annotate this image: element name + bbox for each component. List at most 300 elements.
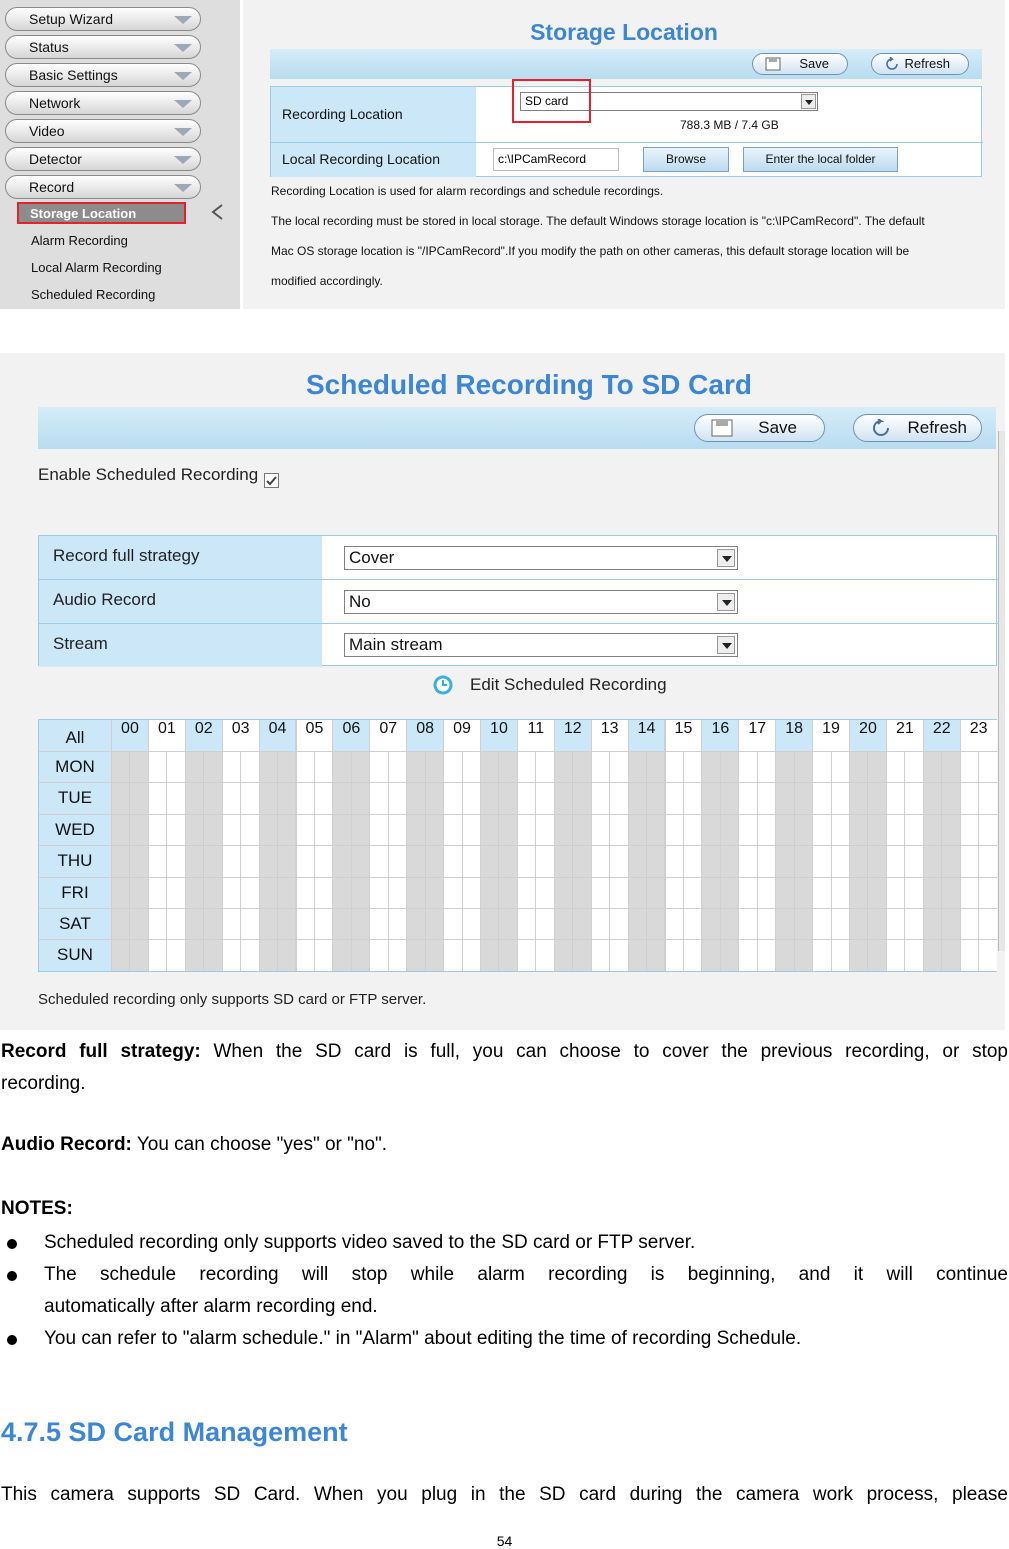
hour-header[interactable]: 18: [776, 720, 812, 751]
schedule-cell[interactable]: [647, 878, 664, 908]
schedule-cell[interactable]: [186, 940, 203, 970]
schedule-cell[interactable]: [868, 783, 885, 813]
schedule-cell[interactable]: [370, 815, 387, 845]
save-button[interactable]: [752, 53, 848, 75]
schedule-cell[interactable]: [241, 909, 258, 939]
schedule-cell[interactable]: [186, 846, 203, 876]
schedule-cell[interactable]: [795, 783, 812, 813]
hour-header[interactable]: 19: [813, 720, 849, 751]
schedule-cell[interactable]: [666, 878, 683, 908]
schedule-cell[interactable]: [149, 909, 166, 939]
schedule-cell[interactable]: [905, 940, 922, 970]
schedule-cell[interactable]: [223, 940, 240, 970]
schedule-cell[interactable]: [961, 878, 978, 908]
schedule-cell[interactable]: [850, 878, 867, 908]
schedule-cell[interactable]: [666, 846, 683, 876]
schedule-cell[interactable]: [776, 878, 793, 908]
schedule-cell[interactable]: [278, 815, 295, 845]
schedule-cell[interactable]: [315, 878, 332, 908]
schedule-cell[interactable]: [924, 783, 941, 813]
schedule-cell[interactable]: [536, 752, 553, 782]
nav-detector[interactable]: [5, 147, 201, 171]
schedule-cell[interactable]: [961, 846, 978, 876]
schedule-cell[interactable]: [905, 878, 922, 908]
schedule-cell[interactable]: [112, 846, 129, 876]
schedule-cell[interactable]: [629, 909, 646, 939]
schedule-cell[interactable]: [629, 878, 646, 908]
nav-network[interactable]: [5, 91, 201, 115]
schedule-cell[interactable]: [666, 815, 683, 845]
schedule-cell[interactable]: [555, 815, 572, 845]
schedule-cell[interactable]: [536, 815, 553, 845]
schedule-grid[interactable]: [38, 719, 997, 972]
schedule-cell[interactable]: [721, 815, 738, 845]
submenu-storage-location[interactable]: [17, 202, 186, 224]
schedule-cell[interactable]: [666, 909, 683, 939]
schedule-cell[interactable]: [684, 783, 701, 813]
schedule-cell[interactable]: [850, 783, 867, 813]
day-label[interactable]: SUN: [39, 940, 111, 970]
schedule-cell[interactable]: [610, 815, 627, 845]
schedule-cell[interactable]: [961, 815, 978, 845]
day-label[interactable]: THU: [39, 846, 111, 876]
hour-header[interactable]: 20: [850, 720, 886, 751]
browse-button[interactable]: Browse: [643, 147, 729, 172]
schedule-cell[interactable]: [887, 815, 904, 845]
schedule-cell[interactable]: [813, 752, 830, 782]
schedule-cell[interactable]: [278, 940, 295, 970]
hour-header[interactable]: 00: [112, 720, 148, 751]
schedule-cell[interactable]: [223, 878, 240, 908]
schedule-cell[interactable]: [979, 815, 996, 845]
schedule-cell[interactable]: [481, 815, 498, 845]
schedule-cell[interactable]: [868, 846, 885, 876]
schedule-cell[interactable]: [739, 909, 756, 939]
hour-header[interactable]: 09: [444, 720, 480, 751]
day-label[interactable]: FRI: [39, 878, 111, 908]
schedule-cell[interactable]: [573, 815, 590, 845]
hour-header[interactable]: 08: [407, 720, 443, 751]
schedule-cell[interactable]: [499, 783, 516, 813]
hour-header[interactable]: 14: [629, 720, 665, 751]
hour-header[interactable]: 13: [592, 720, 628, 751]
schedule-cell[interactable]: [167, 878, 184, 908]
schedule-cell[interactable]: [702, 783, 719, 813]
schedule-cell[interactable]: [536, 846, 553, 876]
schedule-cell[interactable]: [315, 909, 332, 939]
schedule-cell[interactable]: [758, 940, 775, 970]
schedule-cell[interactable]: [573, 878, 590, 908]
enable-scheduled-recording-checkbox[interactable]: [264, 473, 279, 488]
schedule-cell[interactable]: [610, 783, 627, 813]
refresh-button[interactable]: [853, 414, 982, 442]
schedule-cell[interactable]: [887, 783, 904, 813]
hour-header[interactable]: 17: [739, 720, 775, 751]
nav-basic-settings[interactable]: [5, 63, 201, 87]
schedule-cell[interactable]: [942, 783, 959, 813]
schedule-cell[interactable]: [370, 878, 387, 908]
schedule-cell[interactable]: [278, 783, 295, 813]
schedule-cell[interactable]: [536, 940, 553, 970]
schedule-cell[interactable]: [887, 752, 904, 782]
schedule-cell[interactable]: [832, 878, 849, 908]
schedule-cell[interactable]: [776, 815, 793, 845]
schedule-cell[interactable]: [758, 815, 775, 845]
schedule-cell[interactable]: [167, 783, 184, 813]
schedule-cell[interactable]: [979, 909, 996, 939]
schedule-cell[interactable]: [702, 752, 719, 782]
schedule-cell[interactable]: [444, 815, 461, 845]
schedule-cell[interactable]: [942, 846, 959, 876]
schedule-cell[interactable]: [167, 752, 184, 782]
enter-local-folder-button[interactable]: Enter the local folder: [743, 147, 898, 172]
schedule-cell[interactable]: [499, 846, 516, 876]
schedule-cell[interactable]: [499, 940, 516, 970]
schedule-cell[interactable]: [758, 909, 775, 939]
schedule-cell[interactable]: [407, 846, 424, 876]
schedule-cell[interactable]: [426, 752, 443, 782]
schedule-cell[interactable]: [333, 815, 350, 845]
schedule-cell[interactable]: [555, 783, 572, 813]
schedule-cell[interactable]: [112, 940, 129, 970]
schedule-cell[interactable]: [204, 878, 221, 908]
schedule-cell[interactable]: [389, 940, 406, 970]
schedule-cell[interactable]: [610, 846, 627, 876]
day-label[interactable]: MON: [39, 752, 111, 782]
schedule-cell[interactable]: [647, 940, 664, 970]
schedule-cell[interactable]: [130, 752, 147, 782]
schedule-cell[interactable]: [352, 752, 369, 782]
schedule-cell[interactable]: [518, 878, 535, 908]
schedule-cell[interactable]: [186, 909, 203, 939]
schedule-cell[interactable]: [204, 909, 221, 939]
schedule-cell[interactable]: [739, 940, 756, 970]
schedule-cell[interactable]: [315, 846, 332, 876]
schedule-cell[interactable]: [629, 752, 646, 782]
schedule-cell[interactable]: [426, 846, 443, 876]
schedule-cell[interactable]: [850, 940, 867, 970]
schedule-cell[interactable]: [407, 815, 424, 845]
schedule-cell[interactable]: [924, 940, 941, 970]
schedule-cell[interactable]: [518, 909, 535, 939]
schedule-cell[interactable]: [241, 815, 258, 845]
schedule-cell[interactable]: [333, 783, 350, 813]
schedule-cell[interactable]: [868, 909, 885, 939]
day-label[interactable]: SAT: [39, 909, 111, 939]
schedule-cell[interactable]: [333, 752, 350, 782]
schedule-cell[interactable]: [647, 846, 664, 876]
schedule-cell[interactable]: [684, 878, 701, 908]
schedule-cell[interactable]: [868, 815, 885, 845]
schedule-cell[interactable]: [297, 878, 314, 908]
schedule-cell[interactable]: [684, 909, 701, 939]
schedule-cell[interactable]: [776, 909, 793, 939]
schedule-cell[interactable]: [315, 815, 332, 845]
schedule-cell[interactable]: [813, 878, 830, 908]
schedule-cell[interactable]: [647, 909, 664, 939]
hour-header[interactable]: 23: [961, 720, 997, 751]
schedule-cell[interactable]: [315, 940, 332, 970]
schedule-cell[interactable]: [684, 752, 701, 782]
schedule-cell[interactable]: [795, 815, 812, 845]
schedule-cell[interactable]: [499, 878, 516, 908]
schedule-cell[interactable]: [795, 940, 812, 970]
schedule-cell[interactable]: [112, 783, 129, 813]
schedule-cell[interactable]: [610, 909, 627, 939]
schedule-cell[interactable]: [721, 783, 738, 813]
schedule-cell[interactable]: [149, 940, 166, 970]
schedule-cell[interactable]: [481, 752, 498, 782]
schedule-cell[interactable]: [297, 783, 314, 813]
schedule-cell[interactable]: [832, 752, 849, 782]
schedule-cell[interactable]: [481, 846, 498, 876]
schedule-cell[interactable]: [426, 783, 443, 813]
schedule-cell[interactable]: [370, 909, 387, 939]
nav-record[interactable]: [5, 175, 201, 199]
schedule-cell[interactable]: [315, 752, 332, 782]
schedule-cell[interactable]: [813, 909, 830, 939]
schedule-cell[interactable]: [260, 846, 277, 876]
schedule-cell[interactable]: [278, 878, 295, 908]
schedule-cell[interactable]: [813, 815, 830, 845]
hour-header[interactable]: 05: [297, 720, 333, 751]
schedule-cell[interactable]: [444, 783, 461, 813]
submenu-scheduled-recording[interactable]: Scheduled Recording: [31, 287, 156, 302]
schedule-cell[interactable]: [333, 909, 350, 939]
schedule-cell[interactable]: [610, 940, 627, 970]
schedule-cell[interactable]: [389, 815, 406, 845]
schedule-cell[interactable]: [721, 878, 738, 908]
schedule-cell[interactable]: [333, 846, 350, 876]
schedule-cell[interactable]: [130, 909, 147, 939]
schedule-cell[interactable]: [666, 783, 683, 813]
schedule-cell[interactable]: [942, 878, 959, 908]
schedule-cell[interactable]: [573, 752, 590, 782]
schedule-cell[interactable]: [518, 783, 535, 813]
schedule-cell[interactable]: [499, 909, 516, 939]
schedule-cell[interactable]: [924, 846, 941, 876]
schedule-cell[interactable]: [905, 752, 922, 782]
schedule-cell[interactable]: [592, 846, 609, 876]
schedule-cell[interactable]: [776, 940, 793, 970]
schedule-cell[interactable]: [149, 815, 166, 845]
schedule-cell[interactable]: [592, 940, 609, 970]
submenu-alarm-recording[interactable]: Alarm Recording: [31, 233, 128, 248]
schedule-cell[interactable]: [333, 878, 350, 908]
schedule-cell[interactable]: [223, 909, 240, 939]
schedule-cell[interactable]: [112, 815, 129, 845]
schedule-cell[interactable]: [426, 909, 443, 939]
schedule-cell[interactable]: [924, 752, 941, 782]
schedule-cell[interactable]: [333, 940, 350, 970]
schedule-cell[interactable]: [260, 878, 277, 908]
schedule-cell[interactable]: [389, 846, 406, 876]
schedule-cell[interactable]: [426, 878, 443, 908]
schedule-cell[interactable]: [278, 846, 295, 876]
schedule-cell[interactable]: [832, 909, 849, 939]
schedule-cell[interactable]: [204, 940, 221, 970]
scrollbar[interactable]: [998, 431, 1005, 951]
schedule-cell[interactable]: [536, 783, 553, 813]
stream-select[interactable]: [344, 633, 738, 657]
schedule-cell[interactable]: [758, 846, 775, 876]
schedule-cell[interactable]: [868, 752, 885, 782]
schedule-cell[interactable]: [666, 752, 683, 782]
schedule-cell[interactable]: [666, 940, 683, 970]
schedule-cell[interactable]: [297, 846, 314, 876]
schedule-cell[interactable]: [832, 940, 849, 970]
schedule-cell[interactable]: [721, 909, 738, 939]
schedule-cell[interactable]: [721, 846, 738, 876]
schedule-cell[interactable]: [573, 909, 590, 939]
schedule-cell[interactable]: [979, 752, 996, 782]
schedule-cell[interactable]: [813, 846, 830, 876]
schedule-cell[interactable]: [444, 940, 461, 970]
schedule-cell[interactable]: [739, 815, 756, 845]
schedule-cell[interactable]: [463, 752, 480, 782]
schedule-cell[interactable]: [260, 752, 277, 782]
schedule-cell[interactable]: [942, 752, 959, 782]
schedule-cell[interactable]: [887, 909, 904, 939]
schedule-cell[interactable]: [260, 783, 277, 813]
schedule-cell[interactable]: [223, 783, 240, 813]
schedule-cell[interactable]: [555, 752, 572, 782]
schedule-cell[interactable]: [684, 815, 701, 845]
schedule-cell[interactable]: [167, 909, 184, 939]
schedule-cell[interactable]: [223, 846, 240, 876]
schedule-cell[interactable]: [297, 940, 314, 970]
schedule-cell[interactable]: [924, 909, 941, 939]
schedule-cell[interactable]: [979, 846, 996, 876]
schedule-cell[interactable]: [887, 878, 904, 908]
schedule-cell[interactable]: [868, 878, 885, 908]
hour-header[interactable]: 12: [555, 720, 591, 751]
schedule-cell[interactable]: [463, 909, 480, 939]
nav-video[interactable]: [5, 119, 201, 143]
hour-header[interactable]: 07: [370, 720, 406, 751]
schedule-cell[interactable]: [130, 783, 147, 813]
schedule-cell[interactable]: [241, 940, 258, 970]
local-path-input[interactable]: c:\IPCamRecord: [493, 148, 619, 171]
nav-status[interactable]: [5, 35, 201, 59]
schedule-cell[interactable]: [573, 783, 590, 813]
schedule-cell[interactable]: [518, 940, 535, 970]
schedule-cell[interactable]: [352, 940, 369, 970]
schedule-cell[interactable]: [463, 783, 480, 813]
schedule-cell[interactable]: [389, 878, 406, 908]
schedule-cell[interactable]: [297, 815, 314, 845]
schedule-cell[interactable]: [721, 752, 738, 782]
schedule-cell[interactable]: [555, 909, 572, 939]
schedule-cell[interactable]: [592, 878, 609, 908]
schedule-cell[interactable]: [481, 940, 498, 970]
schedule-cell[interactable]: [149, 878, 166, 908]
schedule-cell[interactable]: [739, 846, 756, 876]
schedule-cell[interactable]: [758, 878, 775, 908]
submenu-local-alarm-recording[interactable]: Local Alarm Recording: [31, 260, 162, 275]
edit-scheduled-recording-link[interactable]: Edit Scheduled Recording: [470, 675, 667, 694]
schedule-cell[interactable]: [739, 783, 756, 813]
schedule-cell[interactable]: [979, 878, 996, 908]
schedule-cell[interactable]: [223, 752, 240, 782]
schedule-cell[interactable]: [629, 940, 646, 970]
schedule-cell[interactable]: [518, 752, 535, 782]
schedule-cell[interactable]: [352, 783, 369, 813]
schedule-cell[interactable]: [112, 909, 129, 939]
schedule-cell[interactable]: [868, 940, 885, 970]
schedule-cell[interactable]: [629, 846, 646, 876]
schedule-cell[interactable]: [942, 909, 959, 939]
schedule-cell[interactable]: [905, 815, 922, 845]
schedule-cell[interactable]: [499, 815, 516, 845]
schedule-cell[interactable]: [684, 940, 701, 970]
schedule-cell[interactable]: [278, 909, 295, 939]
schedule-cell[interactable]: [758, 783, 775, 813]
schedule-cell[interactable]: [223, 815, 240, 845]
schedule-cell[interactable]: [463, 846, 480, 876]
schedule-cell[interactable]: [297, 752, 314, 782]
schedule-cell[interactable]: [315, 783, 332, 813]
schedule-cell[interactable]: [887, 940, 904, 970]
schedule-cell[interactable]: [555, 846, 572, 876]
schedule-cell[interactable]: [352, 846, 369, 876]
schedule-cell[interactable]: [555, 940, 572, 970]
schedule-cell[interactable]: [444, 909, 461, 939]
schedule-cell[interactable]: [352, 878, 369, 908]
schedule-cell[interactable]: [592, 752, 609, 782]
schedule-cell[interactable]: [112, 752, 129, 782]
refresh-button[interactable]: [871, 53, 969, 75]
schedule-cell[interactable]: [204, 783, 221, 813]
schedule-cell[interactable]: [204, 752, 221, 782]
schedule-cell[interactable]: [629, 815, 646, 845]
schedule-cell[interactable]: [130, 846, 147, 876]
schedule-cell[interactable]: [776, 752, 793, 782]
schedule-cell[interactable]: [370, 846, 387, 876]
schedule-cell[interactable]: [905, 783, 922, 813]
schedule-cell[interactable]: [905, 909, 922, 939]
collapse-arrow-icon[interactable]: [210, 203, 224, 221]
schedule-cell[interactable]: [979, 783, 996, 813]
schedule-cell[interactable]: [149, 783, 166, 813]
day-label[interactable]: TUE: [39, 783, 111, 813]
schedule-cell[interactable]: [241, 846, 258, 876]
schedule-cell[interactable]: [389, 909, 406, 939]
schedule-cell[interactable]: [702, 815, 719, 845]
hour-header[interactable]: 01: [149, 720, 185, 751]
hour-header[interactable]: 04: [260, 720, 296, 751]
hour-header[interactable]: 15: [666, 720, 702, 751]
schedule-cell[interactable]: [518, 815, 535, 845]
hour-header[interactable]: 02: [186, 720, 222, 751]
schedule-cell[interactable]: [444, 752, 461, 782]
schedule-cell[interactable]: [592, 783, 609, 813]
schedule-cell[interactable]: [389, 752, 406, 782]
hour-header[interactable]: 22: [924, 720, 960, 751]
schedule-cell[interactable]: [832, 783, 849, 813]
schedule-cell[interactable]: [352, 815, 369, 845]
schedule-cell[interactable]: [352, 909, 369, 939]
schedule-cell[interactable]: [204, 846, 221, 876]
schedule-cell[interactable]: [961, 752, 978, 782]
schedule-cell[interactable]: [555, 878, 572, 908]
nav-setup-wizard[interactable]: [5, 7, 201, 31]
schedule-cell[interactable]: [610, 752, 627, 782]
schedule-cell[interactable]: [887, 846, 904, 876]
schedule-cell[interactable]: [647, 752, 664, 782]
schedule-cell[interactable]: [167, 940, 184, 970]
schedule-cell[interactable]: [813, 940, 830, 970]
